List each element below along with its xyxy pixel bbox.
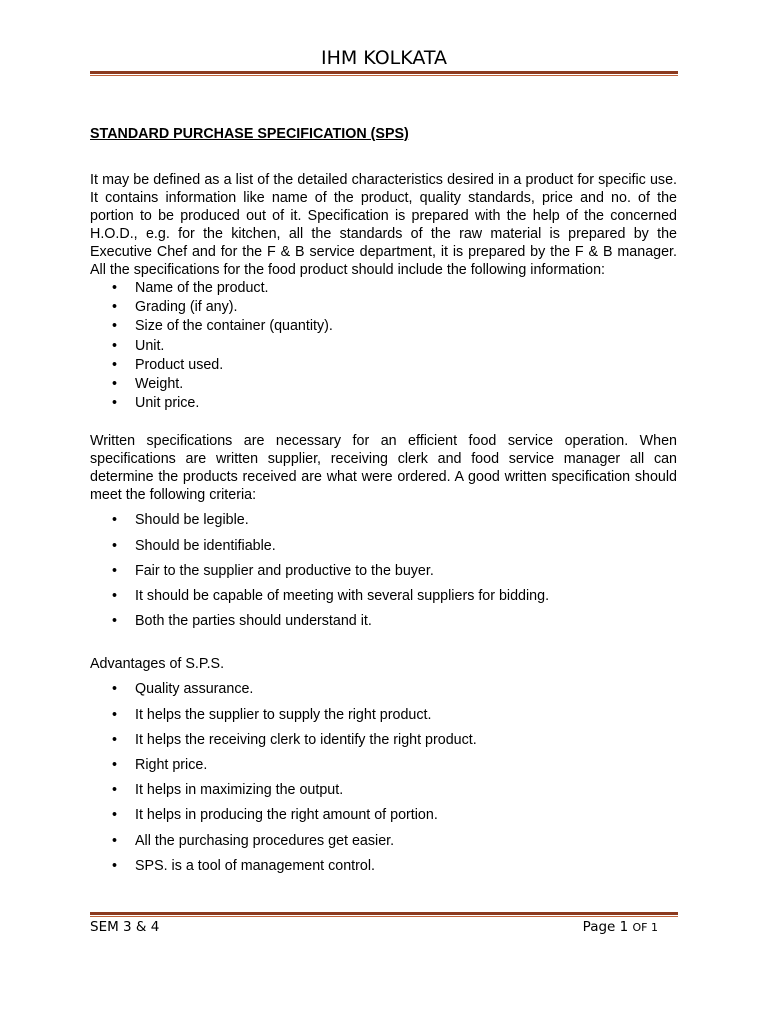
list-item: • It helps in maximizing the output. [90, 778, 677, 803]
list-item: • It helps the supplier to supply the right product. [90, 703, 677, 728]
page-label: Page 1 [582, 919, 629, 935]
list-item: • Unit. [90, 337, 677, 356]
written-spec-paragraph: Written specifications are necessary for an efficient food service operation. When specifications are written supplier, receiving clerk and food service manager all can determine the products received are what were ordered. A good written specification should meet the following criteria: [90, 433, 677, 504]
list-item: • Should be legible. [90, 508, 677, 533]
list-item: • Fair to the supplier and productive to the buyer. [90, 559, 677, 584]
section-title: STANDARD PURCHASE SPECIFICATION (SPS) [90, 126, 409, 142]
intro-paragraph: It may be defined as a list of the detailed characteristics desired in a product for specific use. It contains information like name of the product, quality standards, price and no. of the portion to be produced out of it. Specification is prepared with the help of the concerned H.O.D., e.g. for the kitchen, all the standards of the raw material is prepared by the Executive Chef and for the F & B service department, it is prepared by the F & B manager. All the specifications for the food product should include the following information: [90, 172, 677, 278]
list-item: • It helps the receiving clerk to identify the right product. [90, 728, 677, 753]
list-item: • Unit price. [90, 394, 677, 413]
document-body [90, 125, 677, 879]
advantages-list [90, 677, 677, 879]
list-item: • Quality assurance. [90, 677, 677, 702]
page-of-label: OF 1 [632, 921, 658, 934]
page-header-title: IHM KOLKATA [320, 47, 448, 69]
page-number [583, 919, 658, 935]
list-item: • Both the parties should understand it. [90, 609, 677, 634]
list-item: • Name of the product. [90, 279, 677, 298]
list-item: • Right price. [90, 753, 677, 778]
list-item: • Size of the container (quantity). [90, 317, 677, 336]
list-item: • Weight. [90, 375, 677, 394]
advantages-heading: Advantages of S.P.S. [90, 656, 225, 673]
list-item: • It helps in producing the right amount of portion. [90, 803, 677, 828]
list-item: • All the purchasing procedures get easier. [90, 829, 677, 854]
list-item: • It should be capable of meeting with several suppliers for bidding. [90, 584, 677, 609]
header-divider [90, 71, 678, 76]
list-item: • Should be identifiable. [90, 534, 677, 559]
list-item: • Product used. [90, 356, 677, 375]
list-item: • Grading (if any). [90, 298, 677, 317]
footer-divider [90, 912, 678, 917]
criteria-list [90, 508, 677, 634]
footer-semester: SEM 3 & 4 [90, 919, 160, 935]
list-item: • SPS. is a tool of management control. [90, 854, 677, 879]
info-list [90, 279, 677, 413]
